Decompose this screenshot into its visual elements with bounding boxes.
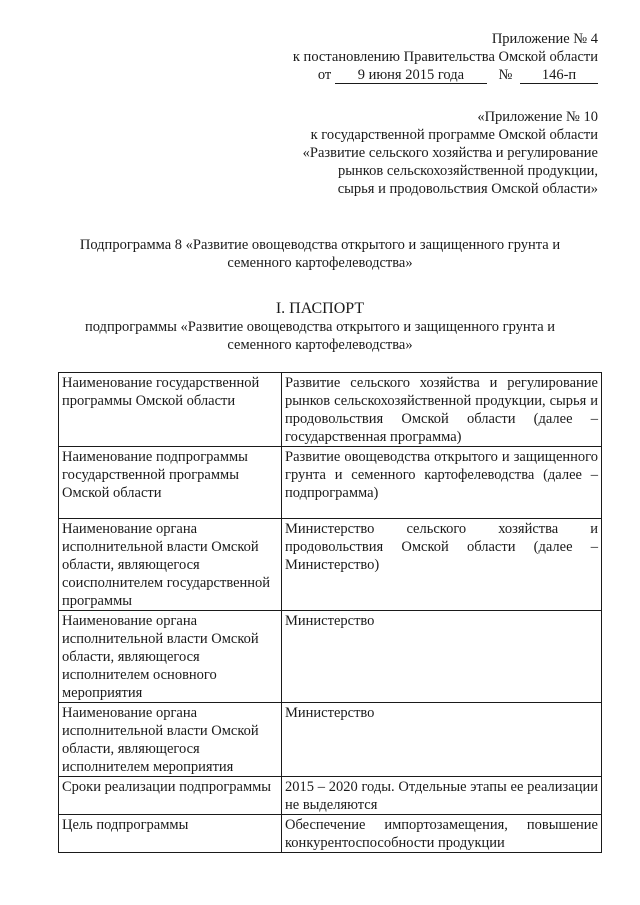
- row-value: Развитие сельского хозяйства и регулирование рынков сельскохозяйственной продукции, сырья и продовольствия Омской области (далее – государственная программа): [282, 373, 602, 447]
- row-value: Обеспечение импортозамещения, повышение конкурентоспособности продукции: [282, 815, 602, 853]
- row-value: 2015 – 2020 годы. Отдельные этапы ее реализации не выделяются: [282, 777, 602, 815]
- appendix-4-resolution-ref: к постановлению Правительства Омской области: [292, 49, 598, 65]
- table-row: [59, 703, 602, 777]
- subprogram-title-line-2: семенного картофелеводства»: [227, 255, 413, 271]
- subprogram-title-line-1: Подпрограмма 8 «Развитие овощеводства открытого и защищенного грунта и: [79, 237, 561, 253]
- table-row: [59, 611, 602, 703]
- row-value: Министерство: [282, 611, 602, 703]
- appendix-4-header: [293, 30, 598, 84]
- row-label: Наименование органа исполнительной власти Омской области, являющегося исполнителем основного мероприятия: [59, 611, 282, 703]
- row-value: Развитие овощеводства открытого и защищенного грунта и семенного картофелеводства (далее – подпрограмма): [282, 447, 602, 519]
- date-prefix: от: [317, 67, 332, 83]
- table-row: [59, 373, 602, 447]
- number-sign: №: [498, 67, 513, 83]
- row-value: Министерство: [282, 703, 602, 777]
- table-row: [59, 815, 602, 853]
- appendix-10-line-2: к государственной программе Омской области: [310, 127, 598, 143]
- appendix-10-line-3: «Развитие сельского хозяйства и регулирование: [302, 145, 598, 161]
- row-label: Наименование государственной программы Омской области: [59, 373, 282, 447]
- subprogram-title: [40, 236, 600, 272]
- row-label: Сроки реализации подпрограммы: [59, 777, 282, 815]
- appendix-4-title: Приложение № 4: [491, 31, 598, 47]
- row-label: Наименование органа исполнительной власти Омской области, являющегося соисполнителем государственной программы: [59, 519, 282, 611]
- appendix-10-line-4: рынков сельскохозяйственной продукции,: [338, 163, 598, 179]
- table-row: [59, 447, 602, 519]
- passport-table: [58, 372, 602, 853]
- resolution-date: 9 июня 2015 года: [335, 67, 487, 84]
- table-row: [59, 519, 602, 611]
- appendix-4-date-line: [293, 66, 598, 84]
- appendix-10-header: [303, 108, 598, 198]
- row-label: Наименование подпрограммы государственной программы Омской области: [59, 447, 282, 519]
- passport-heading: [40, 300, 600, 354]
- row-value: Министерство сельского хозяйства и продовольствия Омской области (далее – Министерство): [282, 519, 602, 611]
- passport-subtitle-line-1: подпрограммы «Развитие овощеводства открытого и защищенного грунта и: [84, 319, 556, 335]
- passport-subtitle-line-2: семенного картофелеводства»: [227, 337, 413, 353]
- row-label: Наименование органа исполнительной власти Омской области, являющегося исполнителем мероприятия: [59, 703, 282, 777]
- appendix-10-line-5: сырья и продовольствия Омской области»: [337, 181, 598, 197]
- passport-title: I. ПАСПОРТ: [275, 300, 365, 317]
- row-label: Цель подпрограммы: [59, 815, 282, 853]
- appendix-10-title: «Приложение № 10: [477, 109, 598, 125]
- table-row: [59, 777, 602, 815]
- resolution-number: 146-п: [520, 67, 598, 84]
